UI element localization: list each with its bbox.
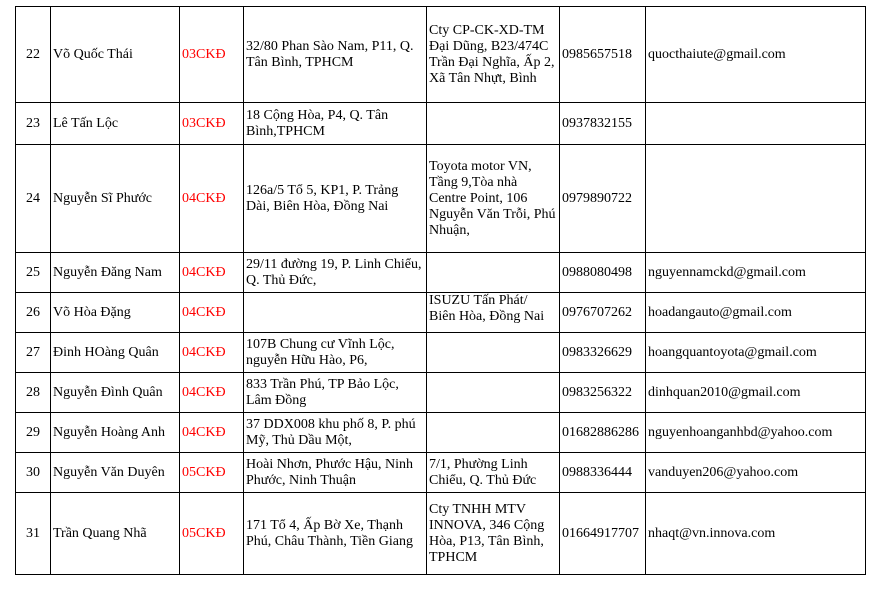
company-cell[interactable]: 7/1, Phường Linh Chiểu, Q. Thủ Đức — [427, 453, 560, 493]
name-cell[interactable]: Nguyễn Hoàng Anh — [51, 413, 180, 453]
phone-cell[interactable]: 0988336444 — [560, 453, 646, 493]
phone-cell[interactable]: 0988080498 — [560, 253, 646, 293]
name-cell[interactable]: Nguyễn Đăng Nam — [51, 253, 180, 293]
name-cell[interactable]: Võ Quốc Thái — [51, 7, 180, 103]
row-number: 29 — [16, 413, 51, 453]
name-cell[interactable]: Nguyễn Đình Quân — [51, 373, 180, 413]
email-cell[interactable]: nguyenhoanganhbd@yahoo.com — [646, 413, 866, 453]
company-cell[interactable] — [427, 253, 560, 293]
company-cell[interactable] — [427, 413, 560, 453]
row-number: 26 — [16, 293, 51, 333]
table-row[interactable] — [16, 293, 866, 333]
table-row[interactable] — [16, 253, 866, 293]
address-cell[interactable]: 37 DDX008 khu phố 8, P. phú Mỹ, Thủ Dầu Một, — [244, 413, 427, 453]
row-number: 28 — [16, 373, 51, 413]
email-cell[interactable]: dinhquan2010@gmail.com — [646, 373, 866, 413]
address-cell[interactable]: 833 Trần Phú, TP Bảo Lộc, Lâm Đồng — [244, 373, 427, 413]
address-cell[interactable]: 126a/5 Tổ 5, KP1, P. Trảng Dài, Biên Hòa, Đồng Nai — [244, 145, 427, 253]
address-cell[interactable]: Hoài Nhơn, Phước Hậu, Ninh Phước, Ninh Thuận — [244, 453, 427, 493]
row-number: 25 — [16, 253, 51, 293]
phone-cell[interactable]: 0937832155 — [560, 103, 646, 145]
address-cell[interactable]: 107B Chung cư Vĩnh Lộc, nguyễn Hữu Hào, P6, — [244, 333, 427, 373]
phone-cell[interactable]: 0983256322 — [560, 373, 646, 413]
email-cell[interactable] — [646, 103, 866, 145]
phone-cell[interactable]: 01664917707 — [560, 493, 646, 575]
name-cell[interactable]: Nguyễn Sĩ Phước — [51, 145, 180, 253]
address-cell[interactable] — [244, 293, 427, 333]
name-cell[interactable]: Trần Quang Nhã — [51, 493, 180, 575]
class-cell[interactable]: 04CKĐ — [180, 293, 244, 333]
class-cell[interactable]: 05CKĐ — [180, 453, 244, 493]
address-cell[interactable]: 18 Cộng Hòa, P4, Q. Tân Bình,TPHCM — [244, 103, 427, 145]
class-cell[interactable]: 04CKĐ — [180, 413, 244, 453]
class-cell[interactable]: 04CKĐ — [180, 373, 244, 413]
company-cell[interactable]: Cty TNHH MTV INNOVA, 346 Cộng Hòa, P13, Tân Bình, TPHCM — [427, 493, 560, 575]
class-cell[interactable]: 03CKĐ — [180, 7, 244, 103]
row-number: 31 — [16, 493, 51, 575]
table-row[interactable] — [16, 413, 866, 453]
spreadsheet — [15, 6, 866, 575]
phone-cell[interactable]: 0979890722 — [560, 145, 646, 253]
email-cell[interactable] — [646, 145, 866, 253]
table-row[interactable] — [16, 373, 866, 413]
table-row[interactable] — [16, 145, 866, 253]
phone-cell[interactable]: 0985657518 — [560, 7, 646, 103]
email-cell[interactable]: vanduyen206@yahoo.com — [646, 453, 866, 493]
class-cell[interactable]: 05CKĐ — [180, 493, 244, 575]
phone-cell[interactable]: 0983326629 — [560, 333, 646, 373]
class-cell[interactable]: 04CKĐ — [180, 145, 244, 253]
company-cell[interactable] — [427, 333, 560, 373]
table-row[interactable] — [16, 103, 866, 145]
name-cell[interactable]: Đinh HOàng Quân — [51, 333, 180, 373]
table-row[interactable] — [16, 493, 866, 575]
class-cell[interactable]: 03CKĐ — [180, 103, 244, 145]
email-cell[interactable]: nhaqt@vn.innova.com — [646, 493, 866, 575]
phone-cell[interactable]: 01682886286 — [560, 413, 646, 453]
row-number: 30 — [16, 453, 51, 493]
class-cell[interactable]: 04CKĐ — [180, 333, 244, 373]
email-cell[interactable]: quocthaiute@gmail.com — [646, 7, 866, 103]
row-number: 24 — [16, 145, 51, 253]
address-cell[interactable]: 29/11 đường 19, P. Linh Chiểu, Q. Thủ Đức, — [244, 253, 427, 293]
row-number: 23 — [16, 103, 51, 145]
phone-cell[interactable]: 0976707262 — [560, 293, 646, 333]
email-cell[interactable]: hoangquantoyota@gmail.com — [646, 333, 866, 373]
company-cell[interactable] — [427, 103, 560, 145]
company-cell[interactable]: ISUZU Tấn Phát/ Biên Hòa, Đồng Nai — [427, 293, 560, 333]
address-cell[interactable]: 171 Tổ 4, Ấp Bờ Xe, Thạnh Phú, Châu Thành, Tiền Giang — [244, 493, 427, 575]
name-cell[interactable]: Lê Tấn Lộc — [51, 103, 180, 145]
company-cell[interactable] — [427, 373, 560, 413]
row-number: 22 — [16, 7, 51, 103]
company-cell[interactable]: Cty CP-CK-XD-TM Đại Dũng, B23/474C Trần Đại Nghĩa, Ấp 2, Xã Tân Nhựt, Bình — [427, 7, 560, 103]
table-row[interactable] — [16, 453, 866, 493]
email-cell[interactable]: nguyennamckd@gmail.com — [646, 253, 866, 293]
address-cell[interactable]: 32/80 Phan Sào Nam, P11, Q. Tân Bình, TPHCM — [244, 7, 427, 103]
row-number: 27 — [16, 333, 51, 373]
name-cell[interactable]: Nguyễn Văn Duyên — [51, 453, 180, 493]
name-cell[interactable]: Võ Hòa Đặng — [51, 293, 180, 333]
table-row[interactable] — [16, 333, 866, 373]
class-cell[interactable]: 04CKĐ — [180, 253, 244, 293]
table-row[interactable] — [16, 7, 866, 103]
company-cell[interactable]: Toyota motor VN, Tầng 9,Tòa nhà Centre Point, 106 Nguyễn Văn Trỗi, Phú Nhuận, — [427, 145, 560, 253]
student-table — [15, 6, 866, 575]
email-cell[interactable]: hoadangauto@gmail.com — [646, 293, 866, 333]
